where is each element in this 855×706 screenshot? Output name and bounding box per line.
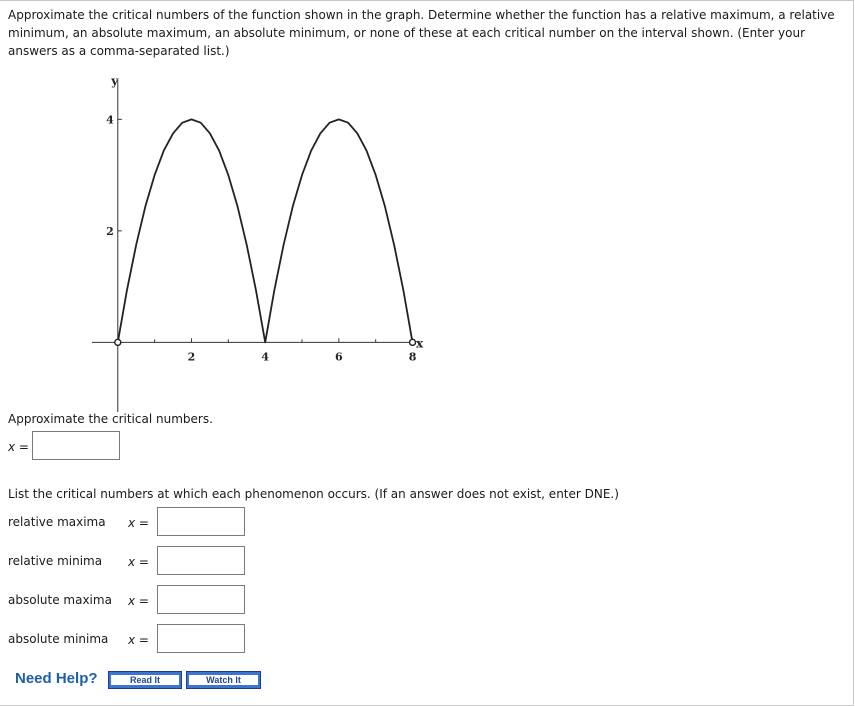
question-text: Approximate the critical numbers of the function shown in the graph. Determine whether the function has a relative maximum, a relative minimum, an absolute maximum, an absolute minimum, or none of these at each critical number on the interval shown. (Enter your answers as a comma-separated list.) (8, 8, 835, 58)
phenomena-prompt: List the critical numbers at which each phenomenon occurs. (If an answer does not exist, enter DNE.) (8, 487, 619, 501)
relative-maxima-input[interactable] (157, 507, 245, 536)
absolute-minima-input[interactable] (157, 624, 245, 653)
function-graph (92, 72, 442, 412)
x-tick-label: 6 (335, 350, 343, 364)
relative-maxima-label: relative maxima (8, 515, 106, 529)
x-tick-label: 8 (408, 350, 417, 364)
x-tick-label: 4 (261, 350, 269, 364)
y-axis-label: y (111, 73, 119, 88)
x-tick-label: 2 (187, 350, 196, 364)
absolute-minima-x-label: x = (128, 633, 149, 647)
function-curve (118, 119, 413, 342)
absolute-maxima-x-label: x = (128, 594, 149, 608)
open-endpoint (410, 339, 416, 345)
critical-numbers-input[interactable] (32, 431, 120, 460)
read-it-label: Read It (111, 675, 179, 685)
need-help-label: Need Help? (15, 670, 98, 687)
relative-minima-label: relative minima (8, 554, 103, 568)
watch-it-label: Watch It (189, 675, 258, 685)
relative-minima-x-label: x = (128, 555, 149, 569)
absolute-maxima-input[interactable] (157, 585, 245, 614)
critical-x-label: x = (8, 440, 29, 454)
open-endpoint (115, 339, 121, 345)
y-tick-label: 4 (106, 113, 114, 127)
absolute-minima-label: absolute minima (8, 632, 109, 646)
read-it-button[interactable] (108, 671, 182, 689)
x-axis-label: x (416, 336, 424, 351)
critical-prompt: Approximate the critical numbers. (8, 412, 213, 426)
relative-maxima-x-label: x = (128, 516, 149, 530)
watch-it-button[interactable] (186, 671, 261, 689)
relative-minima-input[interactable] (157, 546, 245, 575)
absolute-maxima-label: absolute maxima (8, 593, 112, 607)
y-tick-label: 2 (106, 224, 114, 238)
